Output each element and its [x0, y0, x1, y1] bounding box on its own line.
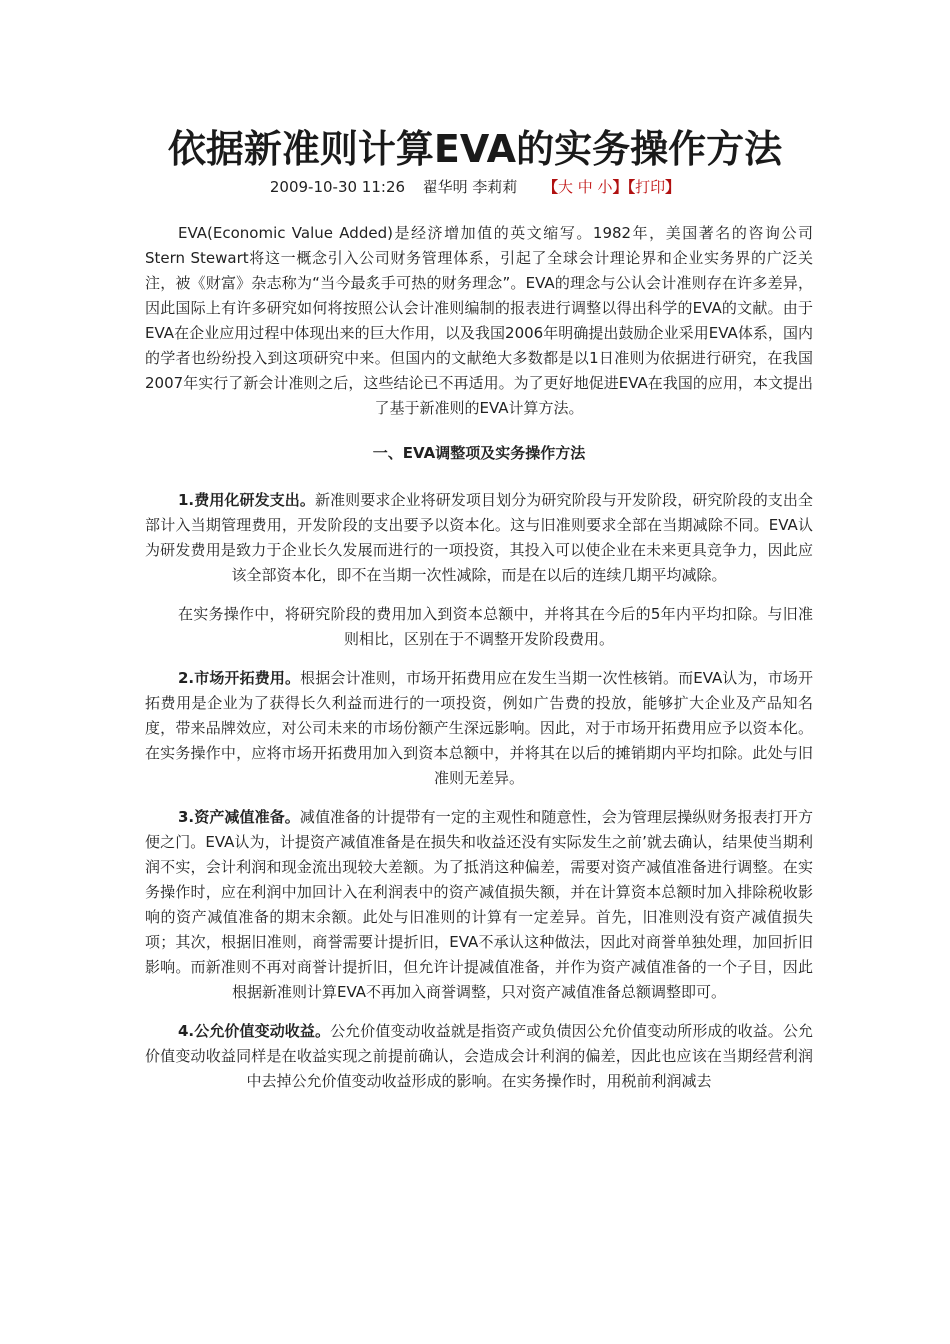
font-size-large-link[interactable]: 大 — [557, 178, 573, 196]
item-paragraph — [145, 488, 813, 588]
article-authors: 翟华明 李莉莉 — [422, 178, 518, 196]
item-extra-paragraph: 在实务操作中，将研究阶段的费用加入到资本总额中，并将其在今后的5年内平均扣除。与旧准则相比，区别在于不调整开发阶段费用。 — [178, 605, 813, 648]
font-size-bracket-close: 】 — [612, 178, 628, 196]
article-date: 2009-10-30 11:26 — [269, 178, 406, 196]
print-link[interactable]: 打印 — [635, 178, 666, 196]
print-bracket-close: 】 — [665, 178, 681, 196]
font-size-medium-link[interactable]: 中 — [577, 178, 593, 196]
item-text: 根据会计准则，市场开拓费用应在发生当期一次性核销。而EVA认为，市场开拓费用是企业为了获得长久利益而进行的一项投资，例如广告费的投放，能够扩大企业及产品知名度，带来品牌效应，对公司未来的市场份额产生深远影响。因此，对于市场开拓费用应予以资本化。在实务操作中，应将市场开拓费用加入到资本总额中，并将其在以后的摊销期内平均扣除。此处与旧准则无差异。 — [145, 669, 814, 787]
print-bracket-open: 【 — [627, 178, 636, 196]
item-lead: 1.费用化研发支出。 — [178, 491, 315, 509]
intro-paragraph: EVA(Economic Value Added)是经济增加值的英文缩写。1982年，美国著名的咨询公司Stern Stewart将这一概念引入公司财务管理体系，引起了全球会计理论界和企业实务界的广泛关注，被《财富》杂志称为“当今最炙手可热的财务理念”。EVA的理念与公认会计准则存在许多差异，因此国际上有许多研究如何将按照公认会计准则编制的报表进行调整以得出科学的EVA的文献。由于EVA在企业应用过程中体现出来的巨大作用，以及我国2006年明确提出鼓励企业采用EVA体系，国内的学者也纷纷投入到这项研究中来。但国内的文献绝大多数都是以1日准则为依据进行研究，在我国2007年实行了新会计准则之后，这些结论已不再适用。为了更好地促进EVA在我国的应用，本文提出了基于新准则的EVA计算方法。 — [145, 224, 813, 417]
item-text: 公允价值变动收益就是指资产或负债因公允价值变动所形成的收益。公允价值变动收益同样是在收益实现之前提前确认，会造成会计利润的偏差，因此也应该在当期经营利润中去掉公允价值变动收益形成的影响。在实务操作时，用税前利润减去 — [145, 1022, 813, 1090]
font-size-bracket-open: 【 — [542, 178, 558, 196]
section-heading: 一、EVA调整项及实务操作方法 — [372, 444, 586, 462]
item-lead: 4.公允价值变动收益。 — [178, 1022, 331, 1040]
item-paragraph — [145, 666, 813, 791]
item-paragraph — [145, 1019, 813, 1094]
item-lead: 3.资产减值准备。 — [178, 808, 300, 826]
article-body — [145, 221, 813, 1094]
article-meta — [0, 176, 950, 198]
font-size-small-link[interactable]: 小 — [597, 178, 613, 196]
item-lead: 2.市场开拓费用。 — [178, 669, 301, 687]
item-text: 减值准备的计提带有一定的主观性和随意性，会为管理层操纵财务报表打开方便之门。EVA认为，计提资产减值准备是在损失和收益还没有实际发生之前’就去确认，结果使当期利润不实，会计利润和现金流出现较大差额。为了抵消这种偏差，需要对资产减值准备进行调整。在实务操作时，应在利润中加回计入在利润表中的资产减值损失额，并在计算资本总额时加入排除税收影响的资产减值准备的期末余额。此处与旧准则的计算有一定差异。首先，旧准则没有资产减值损失项；其次，根据旧准则，商誉需要计提折旧，EVA不承认这种做法，因此对商誉单独处理，加回折旧影响。而新准则不再对商誉计提折旧，但允许计提减值准备，并作为资产减值准备的一个子目，因此根据新准则计算EVA不再加入商誉调整，只对资产减值准备总额调整即可。 — [145, 808, 813, 1001]
item-paragraph — [145, 805, 813, 1005]
article-title: 依据新准则计算EVA的实务操作方法 — [167, 127, 783, 171]
item-text: 新准则要求企业将研发项目划分为研究阶段与开发阶段，研究阶段的支出全部计入当期管理费用，开发阶段的支出要予以资本化。这与旧准则要求全部在当期减除不同。EVA认为研发费用是致力于企业长久发展而进行的一项投资，其投入可以使企业在未来更具竞争力，因此应该全部资本化，即不在当期一次性减除，而是在以后的连续几期平均减除。 — [145, 491, 813, 584]
